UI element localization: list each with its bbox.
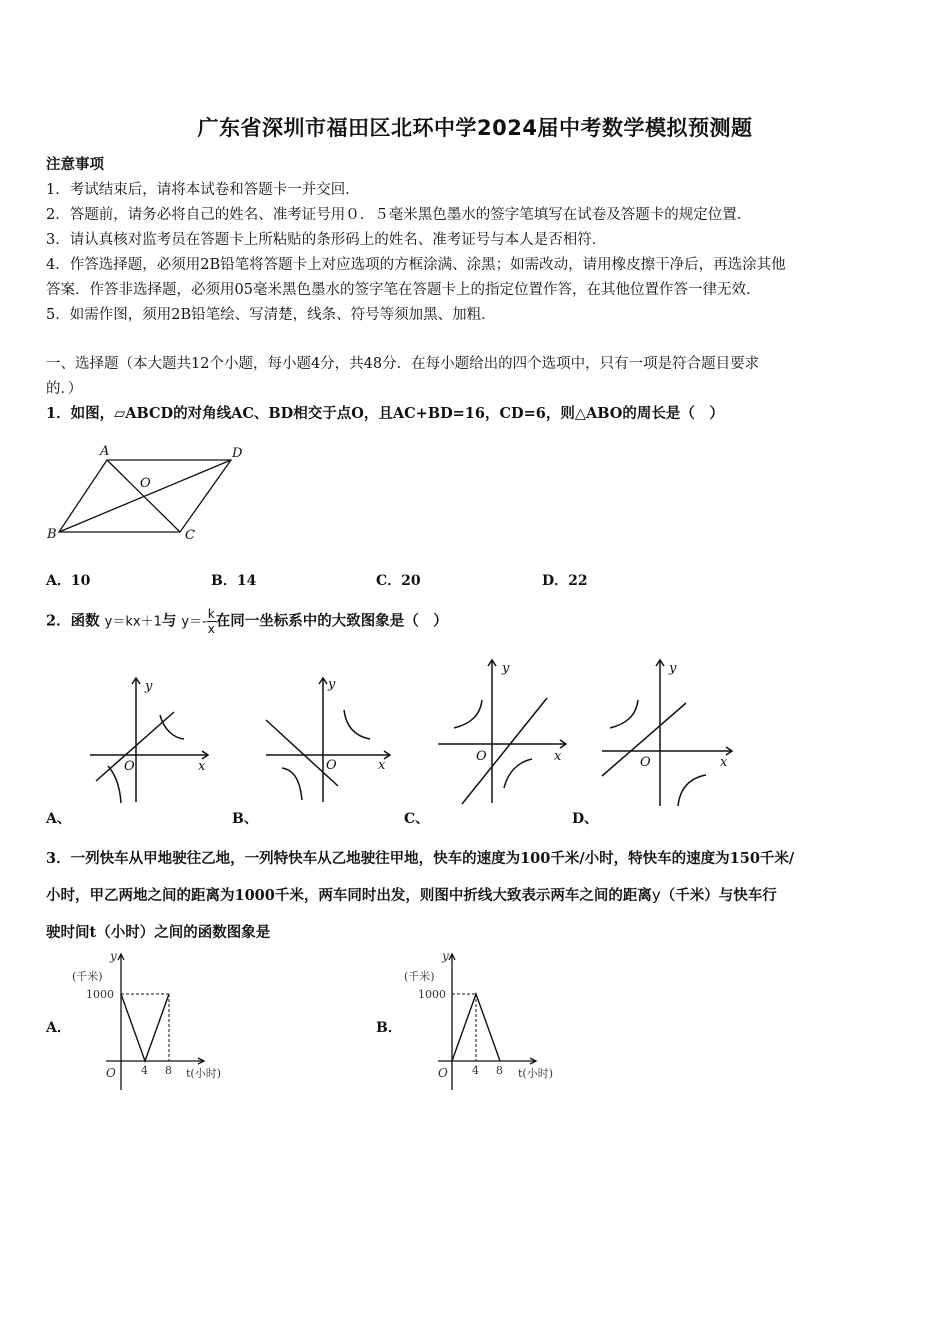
origin-label: O [438, 1066, 448, 1080]
linear-line [266, 720, 338, 786]
q2-fraction-num: k [207, 607, 215, 621]
q2-fraction-den: x [207, 622, 215, 636]
notice-item: 3．请认真核对监考员在答题卡上所粘贴的条形码上的姓名、准考证号与本人是否相符． [46, 232, 607, 248]
hyperbola-branch-2 [504, 759, 532, 788]
parallelogram-figure [40, 440, 260, 550]
notice-item: 答案．作答非选择题，必须用05毫米黑色墨水的签字笔在答题卡上的指定位置作答，在其他位置作答一律无效． [46, 282, 761, 298]
x-axis-label: x [198, 759, 206, 774]
q2-graph-b[interactable] [258, 670, 398, 810]
center-label-o: O [140, 476, 151, 491]
choice-c[interactable]: C．20 [376, 573, 421, 589]
choice-d[interactable]: D．22 [542, 573, 588, 589]
x-tick-label: 4 [141, 1064, 148, 1077]
q2-choice-d[interactable]: D、 [572, 811, 599, 827]
q2-graph-a[interactable] [76, 670, 216, 810]
hyperbola-branch-1 [454, 700, 482, 728]
hyperbola-branch-2 [678, 775, 706, 806]
q2-choice-b[interactable]: B、 [232, 811, 258, 827]
q2-mid: 与 [161, 612, 177, 630]
q2-expr-linear: y＝kx＋1 [104, 614, 162, 630]
x-axis-label: x [378, 758, 386, 773]
choice-b[interactable]: B．14 [211, 573, 257, 589]
notice-item: 1．考试结束后，请将本试卷和答题卡一并交回． [46, 182, 360, 198]
question-1-text: 1．如图，▱ABCD的对角线AC、BD相交于点O，且AC+BD=16，CD=6，则△ABO的周长是（ ） [46, 405, 724, 422]
hyperbola-branch-1 [610, 700, 638, 728]
y-axis-label: y [669, 661, 677, 676]
q3-line2-part-a: 小时，甲乙两地之间的距离为1000千米，两车同时出发，则图中折线大致表示两车之间的距离 [46, 887, 652, 904]
vertex-label-c: C [185, 528, 195, 543]
origin-label: O [326, 758, 337, 773]
q2-prefix: 2．函数 [46, 612, 100, 630]
hyperbola-branch-2 [108, 766, 121, 803]
y-axis-label: y [328, 677, 336, 692]
question-2-text [46, 607, 448, 636]
q2-graph-c[interactable] [432, 658, 572, 808]
x-axis-label: t(小时) [186, 1067, 222, 1080]
origin-label: O [106, 1066, 116, 1080]
y-unit-label: (千米) [72, 970, 103, 983]
notice-item: 5．如需作图，须用2B铅笔绘、写清楚，线条、符号等须加黑、加粗． [46, 307, 496, 323]
question-3-line-2 [46, 884, 777, 905]
q2-suffix: 在同一坐标系中的大致图象是（ ） [215, 612, 448, 630]
origin-label: O [640, 755, 651, 770]
hyperbola-branch-1 [160, 715, 184, 739]
q3-var-y: y [651, 886, 661, 904]
q2-graph-d[interactable] [598, 658, 738, 808]
x-tick-label: 8 [165, 1064, 172, 1077]
y-value-label: 1000 [418, 988, 446, 1001]
q2-expr-inverse: y＝- [181, 614, 207, 630]
section-heading: 一、选择题（本大题共12个小题，每小题4分，共48分．在每小题给出的四个选项中，只有一项是符合题目要求 [46, 356, 760, 372]
vertex-label-d: D [232, 446, 243, 461]
origin-label: O [124, 759, 135, 774]
vertex-label-a: A [100, 444, 110, 459]
q3-choice-b[interactable]: B． [376, 1020, 402, 1036]
q2-choice-c[interactable]: C、 [404, 811, 430, 827]
x-axis-label: x [554, 749, 562, 764]
y-axis-label: y [442, 949, 449, 963]
y-axis-label: y [110, 949, 117, 963]
q3-graph-b[interactable] [398, 946, 578, 1096]
q3-choice-a[interactable]: A． [46, 1020, 71, 1036]
vertex-label-b: B [47, 527, 57, 542]
hyperbola-branch-2 [282, 768, 302, 800]
question-3-line-1: 3．一列快车从甲地驶往乙地，一列特快车从乙地驶往甲地，快车的速度为100千米/小时，特快车的速度为150千米/ [46, 850, 795, 867]
x-axis-label: t(小时) [518, 1067, 554, 1080]
q2-fraction [207, 607, 216, 636]
x-tick-label: 8 [496, 1064, 503, 1077]
x-tick-label: 4 [472, 1064, 479, 1077]
x-axis-label: x [720, 755, 728, 770]
section-heading-cont: 的．） [46, 381, 83, 397]
notice-item: 4．作答选择题，必须用2B铅笔将答题卡上对应选项的方框涂满、涂黑；如需改动，请用橡皮擦干净后，再选涂其他 [46, 257, 786, 273]
notice-heading: 注意事项 [46, 156, 104, 173]
q3-line2-part-b: （千米）与快车行 [660, 887, 777, 904]
choice-a[interactable]: A．10 [46, 573, 91, 589]
q3-graph-a[interactable] [66, 946, 246, 1096]
hyperbola-branch-1 [344, 710, 370, 739]
origin-label: O [476, 749, 487, 764]
notice-item: 2．答题前，请务必将自己的姓名、准考证号用０．５毫米黑色墨水的签字笔填写在试卷及答题卡的规定位置． [46, 207, 752, 223]
question-3-line-3: 驶时间t（小时）之间的函数图象是 [46, 924, 271, 941]
y-unit-label: (千米) [404, 970, 435, 983]
page-title: 广东省深圳市福田区北环中学2024届中考数学模拟预测题 [197, 116, 753, 140]
y-value-label: 1000 [86, 988, 114, 1001]
q2-choice-a[interactable]: A、 [46, 811, 71, 827]
y-axis-label: y [145, 679, 153, 694]
y-axis-label: y [502, 661, 510, 676]
distance-polyline [121, 994, 169, 1061]
